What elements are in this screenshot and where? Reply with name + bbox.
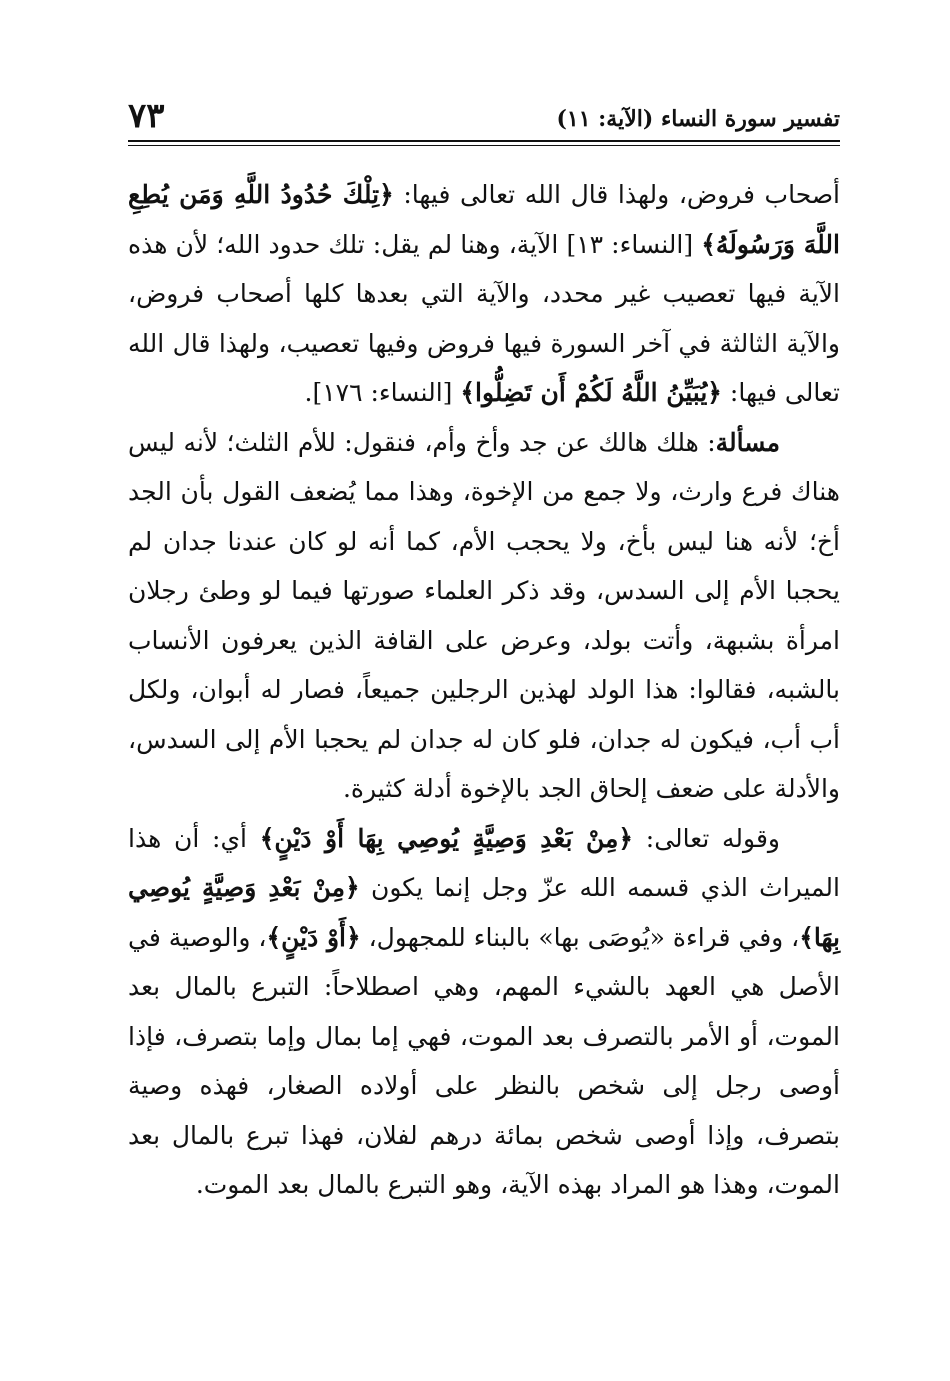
paragraph (128, 814, 840, 1210)
quran-verse: ﴿أَوْ دَيْنٍ﴾ (266, 922, 361, 952)
paragraph (128, 418, 840, 814)
text-run: [النساء: ١٧٦]. (304, 378, 461, 407)
text-run: ، والوصية في الأصل هي العهد بالشيء المهم، وهي اصطلاحاً: التبرع بالمال بعد الموت، أو الأمر بالتصرف بعد الموت، فهي إما بمال وإما بتصرف، فإذا أوصى رجل إلى شخص بالنظر على أولاده الصغار، فهذه وصية بتصرف، وإذا أوصى شخص بمائة درهم لفلان، فهذا تبرع بالمال بعد الموت، وهذا هو المراد بهذه الآية، وهو التبرع بالمال بعد الموت. (128, 922, 840, 1199)
quran-verse: ﴿يُبَيِّنُ اللَّهُ لَكُمْ أَن تَضِلُّوا﴾ (460, 378, 722, 407)
quran-verse: ﴿مِنْ بَعْدِ وَصِيَّةٍ يُوصِي بِهَا﴾ (128, 873, 840, 952)
issue-label: مسألة (715, 427, 780, 457)
paragraph (128, 170, 840, 418)
text-run: [النساء: ١٣] الآية، وهنا لم يقل: تلك حدود الله؛ لأن هذه الآية فيها تعصيب غير محدد، والآية التي بعدها كلها أصحاب فروض، والآية الثالثة في آخر السورة فيها فروض وفيها تعصيب، ولهذا قال الله تعالى فيها: (128, 229, 841, 407)
page-number: ٧٣ (128, 96, 165, 136)
quran-verse: ﴿مِنْ بَعْدِ وَصِيَّةٍ يُوصِي بِهَا أَوْ دَيْنٍ﴾ (259, 823, 634, 853)
header-rule (128, 140, 840, 146)
text-run: أصحاب فروض، ولهذا قال الله تعالى فيها: (393, 180, 841, 209)
text-run: ، وفي قراءة «يُوصَى بها» بالبناء للمجهول، (360, 922, 800, 952)
text-run: أي: أن هذا الميراث الذي قسمه الله عزّ وجل إنما يكون (128, 823, 840, 902)
running-header (128, 96, 840, 138)
body-text (128, 170, 840, 1210)
running-title: تفسير سورة النساء (الآية: ١١) (556, 106, 840, 132)
book-page (128, 96, 840, 1336)
quran-verse: ﴿تِلْكَ حُدُودُ اللَّهِ وَمَن يُطِعِ اللَّهَ وَرَسُولَهُ﴾ (128, 180, 840, 259)
text-run: : هلك هالك عن جد وأخ وأم، فنقول: للأم الثلث؛ لأنه ليس هناك فرع وارث، ولا جمع من الإخوة، وهذا مما يُضعف القول بأن الجد أخ؛ لأنه هنا ليس بأخ، ولا يحجب الأم، كما أنه لو كان عندنا جدان لم يحجبا الأم إلى السدس، وقد ذكر العلماء صورتها فيما لو وطئ رجلان امرأة بشبهة، وأتت بولد، وعرض على القافة الذين يعرفون الأنساب بالشبه، فقالوا: هذا الولد لهذين الرجلين جميعاً، فصار له أبوان، ولكل أب أب، فيكون له جدان، فلو كان له جدان لم يحجبا الأم إلى السدس، والأدلة على ضعف إلحاق الجد بالإخوة أدلة كثيرة. (128, 427, 840, 803)
text-run: وقوله تعالى: (633, 823, 780, 853)
